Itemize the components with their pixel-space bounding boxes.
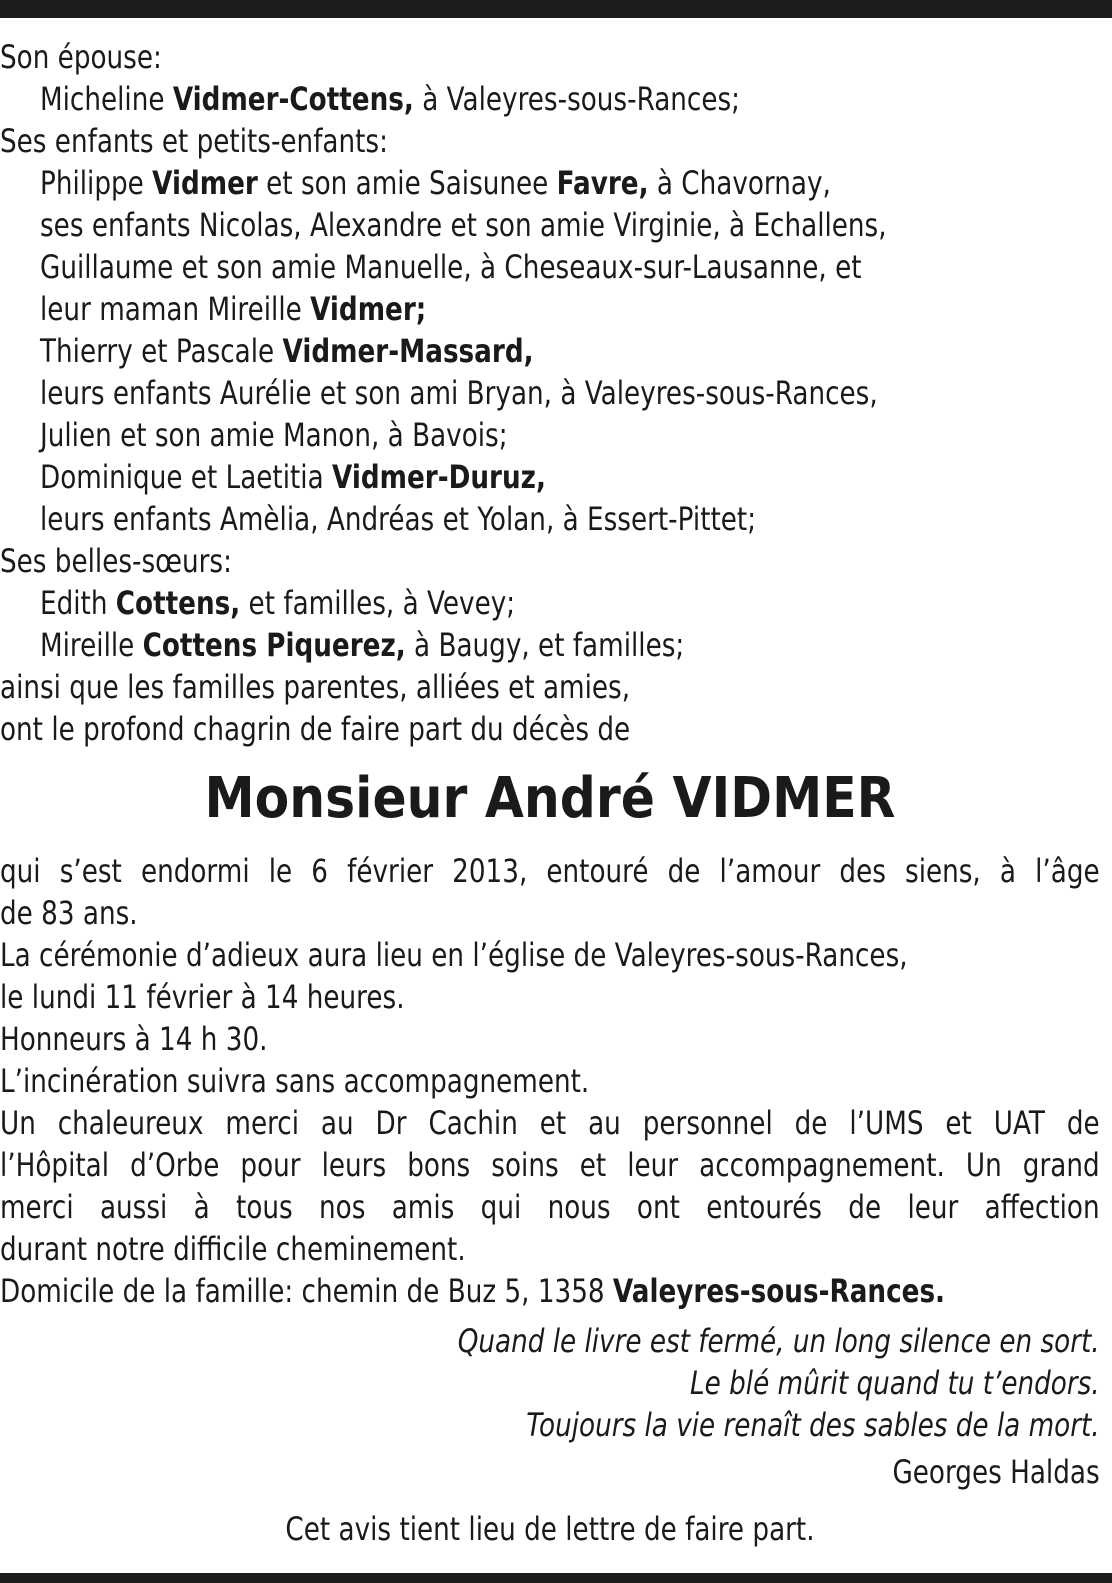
spouse-heading: Son épouse: [0, 38, 162, 76]
children-heading: Ses enfants et petits-enfants: [0, 122, 388, 160]
child-entry-thierry: Thierry et Pascale Vidmer-Massard, [40, 332, 534, 370]
death-notice-line: qui s’est endormi le 6 février 2013, entouré de l’amour des siens, à l’âge [0, 852, 1100, 890]
poem-line: Toujours la vie renaît des sables de la mort. [526, 1406, 1100, 1444]
poem-author: Georges Haldas [892, 1453, 1100, 1491]
spouse-entry: Micheline Vidmer-Cottens, à Valeyres-sous-Rances; [40, 80, 741, 118]
deceased-name: Monsieur André VIDMER [204, 766, 896, 831]
grandchildren-line: leurs enfants Amèlia, Andréas et Yolan, à Essert-Pittet; [40, 500, 757, 538]
bottom-rule [0, 1573, 1112, 1583]
grandchildren-line: Guillaume et son amie Manuelle, à Cheseaux-sur-Lausanne, et [40, 248, 862, 286]
thanks-line: Un chaleureux merci au Dr Cachin et au personnel de l’UMS et UAT de [0, 1104, 1100, 1142]
death-notice-line: de 83 ans. [0, 894, 138, 932]
thanks-line: durant notre difficile cheminement. [0, 1230, 466, 1268]
ceremony-line: La cérémonie d’adieux aura lieu en l’église de Valeyres-sous-Rances, [0, 936, 908, 974]
announcement-line: ont le profond chagrin de faire part du décès de [0, 710, 631, 748]
grandchildren-line: leurs enfants Aurélie et son ami Bryan, à Valeyres-sous-Rances, [40, 374, 878, 412]
poem-line: Le blé mûrit quand tu t’endors. [690, 1364, 1100, 1402]
grandchildren-line: leur maman Mireille Vidmer; [40, 290, 427, 328]
grandchildren-line: Julien et son amie Manon, à Bavois; [40, 416, 508, 454]
child-entry-dominique: Dominique et Laetitia Vidmer-Duruz, [40, 458, 546, 496]
top-rule [0, 0, 1112, 18]
sisters-in-law-heading: Ses belles-sœurs: [0, 542, 232, 580]
closing-note: Cet avis tient lieu de lettre de faire part. [285, 1510, 815, 1548]
thanks-line: merci aussi à tous nos amis qui nous ont entourés de leur affection [0, 1188, 1100, 1226]
sister-in-law-entry: Mireille Cottens Piquerez, à Baugy, et familles; [40, 626, 685, 664]
thanks-line: l’Hôpital d’Orbe pour leurs bons soins et leur accompagnement. Un grand [0, 1146, 1100, 1184]
ceremony-line: le lundi 11 février à 14 heures. [0, 978, 405, 1016]
family-address-line: Domicile de la famille: chemin de Buz 5, 1358 Valeyres-sous-Rances. [0, 1272, 946, 1310]
sister-in-law-entry: Edith Cottens, et familles, à Vevey; [40, 584, 516, 622]
cremation-line: L’incinération suivra sans accompagnement. [0, 1062, 590, 1100]
poem-line: Quand le livre est fermé, un long silence en sort. [457, 1322, 1100, 1360]
grandchildren-line: ses enfants Nicolas, Alexandre et son amie Virginie, à Echallens, [40, 206, 887, 244]
extended-family-line: ainsi que les familles parentes, alliées et amies, [0, 668, 631, 706]
honours-line: Honneurs à 14 h 30. [0, 1020, 268, 1058]
child-entry-philippe: Philippe Vidmer et son amie Saisunee Favre, à Chavornay, [40, 164, 831, 202]
